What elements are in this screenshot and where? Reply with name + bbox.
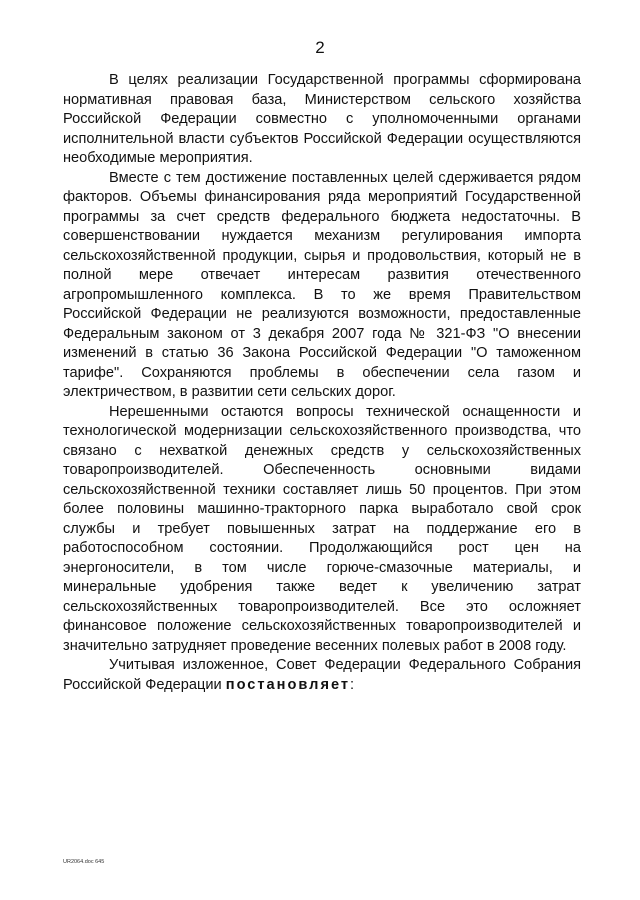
resolution-text: Учитывая изложенное, Совет Федерации Федерального Собрания Российской Федерации xyxy=(63,657,581,693)
resolution-keyword: постановляет xyxy=(225,676,351,693)
paragraph: Вместе с тем достижение поставленных целей сдерживается рядом факторов. Объемы финансирования ряда мероприятий Государственной программы за счет средств федерального бюджета недостаточны. В совершенствовании нуждается механизм регулирования импорта сельскохозяйственной продукции, сырья и продовольствия, который не в полной мере отвечает интересам развития отечественного агропромышленного комплекса. В то же время Правительством Российской Федерации не реализуются возможности, предоставленные Федеральным законом от 3 декабря 2007 года № 321-ФЗ "О внесении изменений в статью 36 Закона Российской Федерации "О таможенном тарифе". Сохраняются проблемы в обеспечении села газом и электричеством, в развитии сети сельских дорог. xyxy=(63,169,581,400)
document-body xyxy=(63,71,581,695)
paragraph: В целях реализации Государственной программы сформирована нормативная правовая база, Министерством сельского хозяйства Российской Федерации совместно с уполномоченными органами исполнительной власти субъектов Российской Федерации осуществляются необходимые мероприятия. xyxy=(63,72,581,166)
paragraph: Нерешенными остаются вопросы технической оснащенности и технологической модернизации сельскохозяйственного производства, что связано с нехваткой денежных средств у сельскохозяйственных товаропроизводителей. Обеспеченность основными видами сельскохозяйственной техники составляет лишь 50 процентов. При этом более половины машинно-тракторного парка выработало свой срок службы и требует повышенных затрат на поддержание его в работоспособном состоянии. Продолжающийся рост цен на энергоносители, в том числе горюче-смазочные материалы, и минеральные удобрения также ведет к увеличению затрат сельскохозяйственных товаропроизводителей. Все это осложняет финансовое положение сельскохозяйственных товаропроизводителей и значительно затрудняет проведение весенних полевых работ в 2008 году. xyxy=(63,403,581,654)
resolution-paragraph xyxy=(63,656,581,695)
file-footer: UR2064.doc 645 xyxy=(63,859,105,865)
resolution-colon: : xyxy=(350,676,355,693)
page-number: 2 xyxy=(315,38,325,57)
